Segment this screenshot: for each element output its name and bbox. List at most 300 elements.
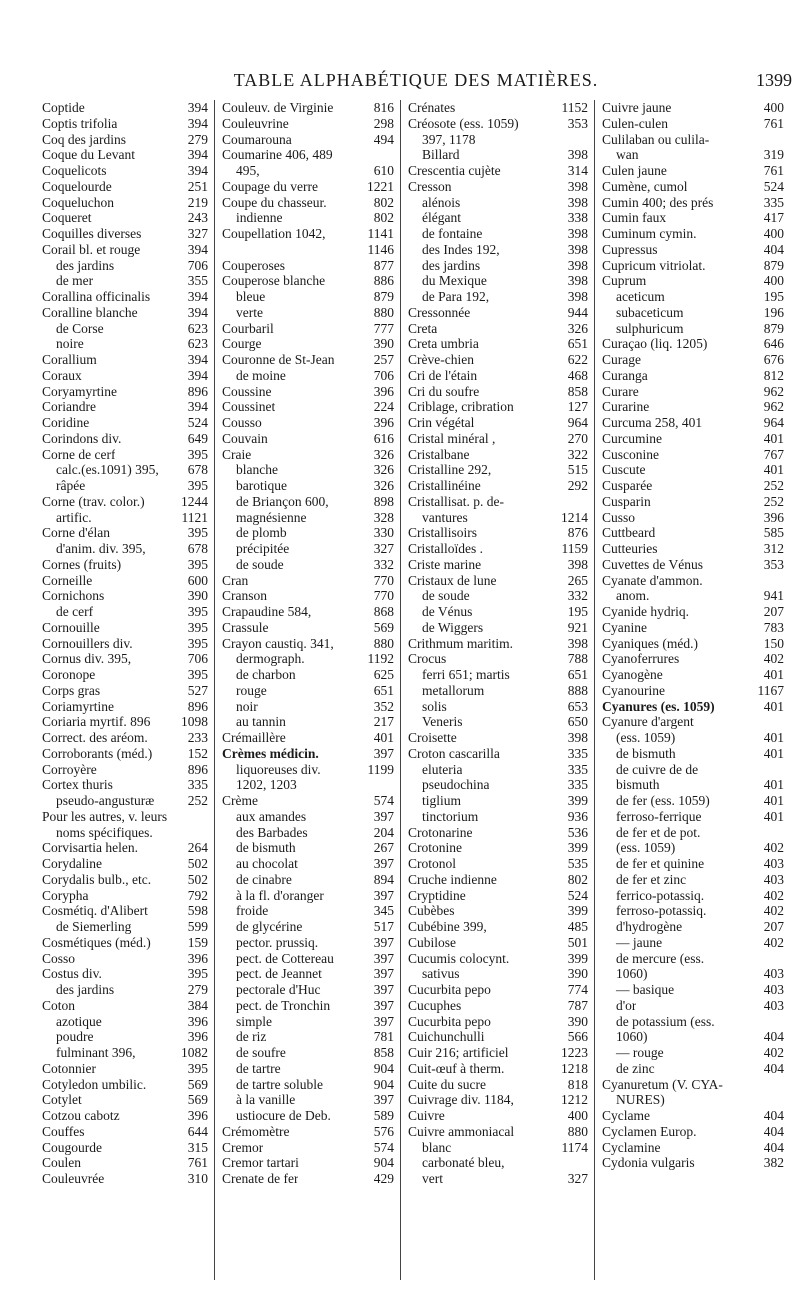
entry-page-ref: 788 bbox=[567, 651, 588, 667]
entry-term: Couleuvrine bbox=[222, 115, 289, 131]
index-entry bbox=[42, 242, 214, 258]
index-entry bbox=[42, 809, 214, 825]
index-entry bbox=[42, 352, 214, 368]
entry-page-ref: 207 bbox=[763, 604, 784, 619]
entry-term: Curcumine bbox=[602, 430, 662, 446]
entry-term: Coralline blanche bbox=[42, 304, 138, 320]
entry-page-ref: 196 bbox=[763, 304, 784, 320]
entry-term: Croton cascarilla bbox=[408, 745, 500, 761]
index-entry bbox=[408, 825, 594, 841]
index-entry bbox=[222, 289, 400, 305]
entry-page-ref: 353 bbox=[763, 556, 784, 572]
index-entry bbox=[42, 793, 214, 809]
index-entry bbox=[42, 998, 214, 1014]
entry-page-ref: 879 bbox=[763, 257, 784, 273]
entry-page-ref: 279 bbox=[187, 982, 208, 997]
index-entry bbox=[408, 557, 594, 573]
entry-page-ref: 868 bbox=[373, 604, 394, 619]
index-entry bbox=[602, 998, 790, 1014]
entry-page-ref: 398 bbox=[567, 556, 588, 572]
entry-term: Cornus div. 395, bbox=[42, 651, 132, 667]
entry-page-ref: 397 bbox=[373, 982, 394, 997]
index-entry bbox=[602, 541, 790, 557]
entry-term: Veneris bbox=[422, 714, 463, 730]
entry-term: Cucurbita pepo bbox=[408, 1013, 491, 1029]
entry-page-ref: 312 bbox=[763, 541, 784, 556]
entry-term: Coquelourde bbox=[42, 178, 112, 194]
entry-term: wan bbox=[616, 147, 639, 163]
index-entry bbox=[42, 919, 214, 935]
entry-page-ref: 622 bbox=[567, 352, 588, 367]
index-entry bbox=[42, 699, 214, 715]
index-entry bbox=[602, 651, 790, 667]
index-entry bbox=[222, 368, 400, 384]
entry-page-ref: 767 bbox=[763, 446, 784, 462]
entry-term: Corydalis bulb., etc. bbox=[42, 871, 152, 887]
entry-term: pectorale d'Huc bbox=[236, 982, 321, 997]
index-entry bbox=[222, 195, 400, 211]
entry-page-ref: 1082 bbox=[181, 1045, 208, 1060]
entry-page-ref: 395 bbox=[187, 478, 208, 493]
index-entry bbox=[408, 699, 594, 715]
index-entry bbox=[222, 321, 400, 337]
entry-term: de Wiggers bbox=[422, 619, 484, 635]
entry-page-ref: 394 bbox=[187, 241, 208, 257]
entry-term: pect. de Jeannet bbox=[236, 966, 322, 982]
entry-page-ref: 403 bbox=[763, 856, 784, 871]
entry-term: Cristal minéral , bbox=[408, 430, 496, 446]
entry-page-ref: 792 bbox=[187, 887, 208, 903]
index-entry bbox=[222, 100, 400, 116]
entry-term: Coumarouna bbox=[222, 131, 292, 147]
index-entry bbox=[408, 746, 594, 762]
entry-term: barotique bbox=[236, 478, 287, 493]
entry-term: metallorum bbox=[422, 682, 485, 698]
entry-page-ref: 1192 bbox=[367, 651, 394, 667]
entry-term: Coridine bbox=[42, 415, 90, 430]
index-entry bbox=[222, 1171, 400, 1187]
index-entry bbox=[602, 982, 790, 998]
entry-page-ref: 515 bbox=[567, 462, 588, 478]
entry-page-ref: 403 bbox=[763, 997, 784, 1013]
entry-term: bleue bbox=[236, 289, 266, 304]
entry-term: Coraux bbox=[42, 367, 82, 383]
entry-page-ref: 678 bbox=[187, 541, 208, 556]
index-entry bbox=[42, 494, 214, 510]
index-entry bbox=[602, 132, 790, 148]
entry-page-ref: 600 bbox=[187, 572, 208, 588]
index-entry bbox=[42, 1124, 214, 1140]
index-entry bbox=[602, 368, 790, 384]
entry-page-ref: 397 bbox=[373, 950, 394, 966]
index-entry bbox=[222, 966, 400, 982]
entry-term: d'hydrogène bbox=[616, 919, 683, 934]
index-entry bbox=[222, 525, 400, 541]
entry-term: blanche bbox=[236, 462, 278, 478]
entry-page-ref: 219 bbox=[187, 194, 208, 210]
entry-term: 397, 1178 bbox=[422, 131, 476, 147]
entry-page-ref: 896 bbox=[187, 698, 208, 714]
entry-term: Cristaux de lune bbox=[408, 572, 497, 588]
entry-page-ref: 818 bbox=[567, 1076, 588, 1092]
entry-term: Correct. des aréom. bbox=[42, 730, 148, 745]
entry-term: — basique bbox=[616, 982, 675, 997]
index-entry bbox=[222, 1014, 400, 1030]
index-entry bbox=[408, 1140, 594, 1156]
entry-term: Cyanine bbox=[602, 619, 647, 635]
entry-term: Cyanide hydriq. bbox=[602, 604, 689, 619]
index-entry bbox=[222, 163, 400, 179]
entry-term: Cryptidine bbox=[408, 887, 466, 903]
index-entry bbox=[408, 226, 594, 242]
entry-page-ref: 403 bbox=[763, 871, 784, 887]
entry-page-ref: 397 bbox=[373, 856, 394, 871]
index-column-1 bbox=[42, 100, 215, 1280]
index-entry bbox=[222, 620, 400, 636]
entry-page-ref: 394 bbox=[187, 304, 208, 320]
index-entry bbox=[602, 179, 790, 195]
index-entry bbox=[408, 588, 594, 604]
entry-page-ref: 233 bbox=[187, 730, 208, 745]
index-entry bbox=[408, 163, 594, 179]
entry-page-ref: 399 bbox=[567, 950, 588, 966]
index-entry bbox=[222, 305, 400, 321]
index-entry bbox=[222, 1077, 400, 1093]
entry-term: Crayon caustiq. 341, bbox=[222, 635, 334, 651]
entry-page-ref: 761 bbox=[763, 115, 784, 131]
entry-term: fulminant 396, bbox=[56, 1045, 136, 1060]
entry-term: Cri de l'étain bbox=[408, 367, 478, 383]
index-entry bbox=[222, 1140, 400, 1156]
entry-page-ref: 335 bbox=[763, 194, 784, 210]
index-entry bbox=[42, 714, 214, 730]
entry-term: Cuttbeard bbox=[602, 525, 656, 541]
index-column-3 bbox=[408, 100, 595, 1280]
index-entry bbox=[602, 525, 790, 541]
index-entry bbox=[602, 903, 790, 919]
entry-page-ref: 195 bbox=[567, 604, 588, 619]
entry-term: azotique bbox=[56, 1013, 102, 1029]
entry-term: Corne (trav. color.) bbox=[42, 493, 145, 509]
entry-page-ref: 335 bbox=[567, 761, 588, 777]
index-entry bbox=[42, 147, 214, 163]
entry-term: Cyanoferrures bbox=[602, 651, 680, 667]
entry-term: Cuminum cymin. bbox=[602, 226, 697, 241]
entry-page-ref: 783 bbox=[763, 619, 784, 635]
entry-term: Crève-chien bbox=[408, 352, 474, 367]
entry-page-ref: 404 bbox=[763, 1060, 784, 1076]
index-entry bbox=[408, 888, 594, 904]
index-entry bbox=[602, 856, 790, 872]
entry-term: Cutteuries bbox=[602, 541, 658, 556]
index-entry bbox=[42, 462, 214, 478]
entry-page-ref: 270 bbox=[567, 430, 588, 446]
entry-page-ref: 904 bbox=[373, 1076, 394, 1092]
index-entry bbox=[42, 226, 214, 242]
entry-term: tiglium bbox=[422, 793, 462, 808]
entry-page-ref: 651 bbox=[567, 667, 588, 682]
entry-term: précipitée bbox=[236, 541, 290, 556]
index-entry bbox=[602, 510, 790, 526]
entry-page-ref: 298 bbox=[373, 115, 394, 131]
entry-page-ref: 345 bbox=[373, 903, 394, 919]
entry-term: froide bbox=[236, 903, 269, 919]
entry-term: Cosmétiques (méd.) bbox=[42, 934, 151, 950]
entry-term: Craie bbox=[222, 446, 252, 462]
entry-page-ref: 355 bbox=[187, 273, 208, 289]
entry-page-ref: 319 bbox=[763, 147, 784, 163]
entry-page-ref: 401 bbox=[763, 667, 784, 682]
entry-page-ref: 397 bbox=[373, 745, 394, 761]
entry-term: Cucurbita pepo bbox=[408, 982, 491, 997]
index-entry bbox=[408, 903, 594, 919]
index-entry bbox=[408, 100, 594, 116]
entry-term: Coptis trifolia bbox=[42, 115, 118, 131]
index-entry bbox=[602, 273, 790, 289]
index-entry bbox=[42, 336, 214, 352]
index-entry bbox=[42, 730, 214, 746]
entry-term: Corindons div. bbox=[42, 430, 122, 446]
index-entry bbox=[222, 793, 400, 809]
index-entry bbox=[42, 1061, 214, 1077]
index-entry bbox=[222, 132, 400, 148]
index-entry bbox=[602, 919, 790, 935]
entry-term: Coupe du chasseur. bbox=[222, 194, 327, 210]
entry-term: Criblage, cribration bbox=[408, 399, 514, 415]
entry-page-ref: 252 bbox=[187, 793, 208, 808]
index-entry bbox=[408, 258, 594, 274]
entry-page-ref: 402 bbox=[763, 903, 784, 919]
index-entry bbox=[602, 431, 790, 447]
index-entry bbox=[408, 951, 594, 967]
entry-term: Cortex thuris bbox=[42, 777, 113, 793]
entry-page-ref: 326 bbox=[373, 462, 394, 478]
index-entry bbox=[602, 1029, 790, 1045]
entry-page-ref: 330 bbox=[373, 525, 394, 541]
entry-term: Coqueret bbox=[42, 210, 92, 226]
entry-page-ref: 404 bbox=[763, 1029, 784, 1045]
index-entry bbox=[222, 415, 400, 431]
index-entry bbox=[42, 415, 214, 431]
entry-term: Cristalloïdes . bbox=[408, 541, 483, 556]
entry-page-ref: 501 bbox=[567, 934, 588, 950]
index-entry bbox=[42, 557, 214, 573]
entry-term: sulphuricum bbox=[616, 320, 684, 336]
index-entry bbox=[408, 604, 594, 620]
index-entry bbox=[222, 258, 400, 274]
index-entry bbox=[222, 951, 400, 967]
entry-page-ref: 858 bbox=[567, 383, 588, 399]
entry-page-ref: 527 bbox=[187, 682, 208, 698]
index-entry bbox=[408, 762, 594, 778]
entry-page-ref: 390 bbox=[567, 966, 588, 982]
entry-term: 1202, 1203 bbox=[236, 777, 297, 793]
entry-page-ref: 1121 bbox=[181, 509, 208, 525]
entry-term: de bismuth bbox=[236, 840, 296, 856]
entry-page-ref: 394 bbox=[187, 147, 208, 163]
index-entry bbox=[602, 840, 790, 856]
entry-term: eluteria bbox=[422, 761, 463, 777]
entry-term: (ess. 1059) bbox=[616, 730, 676, 745]
entry-page-ref: 770 bbox=[373, 588, 394, 604]
index-entry bbox=[222, 888, 400, 904]
index-entry bbox=[42, 1140, 214, 1156]
entry-term: Cornichons bbox=[42, 588, 105, 604]
entry-term: pseudo-angusturæ bbox=[56, 793, 155, 808]
index-entry bbox=[602, 1045, 790, 1061]
entry-term: Couleuvrée bbox=[42, 1171, 105, 1186]
entry-term: poudre bbox=[56, 1029, 94, 1045]
entry-term: Pour les autres, v. leurs bbox=[42, 808, 168, 824]
entry-term: Cubébine 399, bbox=[408, 919, 487, 934]
index-entry bbox=[42, 368, 214, 384]
index-entry bbox=[42, 1029, 214, 1045]
entry-page-ref: 589 bbox=[373, 1108, 394, 1123]
index-entry bbox=[408, 336, 594, 352]
index-entry bbox=[602, 793, 790, 809]
entry-term: de fer et quinine bbox=[616, 856, 705, 871]
entry-page-ref: 576 bbox=[373, 1123, 394, 1139]
entry-page-ref: 569 bbox=[187, 1092, 208, 1108]
index-column-4 bbox=[602, 100, 790, 1280]
entry-term: Curage bbox=[602, 352, 641, 367]
index-entry bbox=[408, 872, 594, 888]
index-entry bbox=[602, 809, 790, 825]
index-entry bbox=[602, 1092, 790, 1108]
entry-page-ref: 879 bbox=[763, 320, 784, 336]
entry-page-ref: 398 bbox=[567, 241, 588, 257]
entry-page-ref: 251 bbox=[187, 178, 208, 194]
index-entry bbox=[602, 588, 790, 604]
entry-term: ferrico-potassiq. bbox=[616, 887, 705, 903]
entry-page-ref: 599 bbox=[187, 919, 208, 934]
entry-term: Cuit-œuf à therm. bbox=[408, 1060, 505, 1076]
entry-page-ref: 896 bbox=[187, 761, 208, 777]
entry-term: Cosmétiq. d'Alibert bbox=[42, 903, 148, 919]
index-entry bbox=[42, 258, 214, 274]
entry-term: Creta umbria bbox=[408, 336, 479, 352]
entry-page-ref: 777 bbox=[373, 320, 394, 336]
entry-page-ref: 292 bbox=[567, 478, 588, 493]
entry-term: Cristallisoirs bbox=[408, 525, 478, 541]
entry-page-ref: 964 bbox=[763, 415, 784, 430]
entry-page-ref: 417 bbox=[763, 210, 784, 226]
index-entry bbox=[42, 384, 214, 400]
index-entry bbox=[602, 667, 790, 683]
entry-term: Crithmum maritim. bbox=[408, 635, 513, 651]
entry-term: de fer et de pot. bbox=[616, 824, 701, 840]
index-entry bbox=[222, 667, 400, 683]
entry-term: Corne d'élan bbox=[42, 525, 111, 541]
index-entry bbox=[408, 116, 594, 132]
entry-term: Cuivre ammoniacal bbox=[408, 1123, 515, 1139]
entry-term: Cremor bbox=[222, 1139, 264, 1155]
index-entry bbox=[42, 573, 214, 589]
entry-page-ref: 623 bbox=[187, 336, 208, 352]
index-entry bbox=[222, 998, 400, 1014]
entry-term: Crémaillère bbox=[222, 730, 286, 745]
entry-page-ref: 395 bbox=[187, 966, 208, 982]
entry-term: Cucumis colocynt. bbox=[408, 950, 510, 966]
index-entry bbox=[408, 935, 594, 951]
page-title: TABLE ALPHABÉTIQUE DES MATIÈRES. bbox=[233, 70, 599, 90]
entry-page-ref: 616 bbox=[373, 430, 394, 446]
entry-page-ref: 706 bbox=[373, 367, 394, 383]
entry-page-ref: 398 bbox=[567, 289, 588, 304]
entry-page-ref: 382 bbox=[763, 1155, 784, 1171]
index-entry bbox=[408, 447, 594, 463]
entry-page-ref: 569 bbox=[187, 1076, 208, 1092]
entry-term: Coqueluchon bbox=[42, 194, 114, 210]
entry-page-ref: 650 bbox=[567, 714, 588, 730]
entry-term: Couperose blanche bbox=[222, 273, 326, 289]
index-entry bbox=[602, 777, 790, 793]
index-entry bbox=[602, 195, 790, 211]
entry-page-ref: 536 bbox=[567, 824, 588, 840]
index-entry bbox=[602, 951, 790, 967]
entry-term: Coriamyrtine bbox=[42, 698, 114, 714]
index-entry bbox=[602, 478, 790, 494]
entry-page-ref: 904 bbox=[373, 1060, 394, 1076]
index-entry bbox=[222, 746, 400, 762]
entry-term: Crémomètre bbox=[222, 1123, 290, 1139]
entry-page-ref: 224 bbox=[373, 399, 394, 415]
entry-term: — rouge bbox=[616, 1045, 664, 1060]
entry-page-ref: 390 bbox=[187, 588, 208, 604]
index-entry bbox=[602, 226, 790, 242]
index-entry bbox=[42, 116, 214, 132]
entry-term: de Vénus bbox=[422, 604, 473, 619]
entry-term: noire bbox=[56, 336, 84, 352]
index-entry bbox=[602, 494, 790, 510]
entry-page-ref: 326 bbox=[567, 320, 588, 336]
entry-term: Cubilose bbox=[408, 934, 457, 950]
entry-term: Cuprum bbox=[602, 273, 647, 289]
entry-page-ref: 398 bbox=[567, 226, 588, 241]
entry-term: de soude bbox=[236, 556, 284, 572]
entry-page-ref: 770 bbox=[373, 572, 394, 588]
entry-term: 1060) bbox=[616, 966, 648, 982]
index-entry bbox=[602, 573, 790, 589]
entry-term: Costus div. bbox=[42, 966, 102, 982]
entry-term: 495, bbox=[236, 163, 260, 178]
index-entry bbox=[602, 1108, 790, 1124]
entry-page-ref: 397 bbox=[373, 1013, 394, 1029]
entry-term: de riz bbox=[236, 1029, 267, 1045]
entry-page-ref: 267 bbox=[373, 840, 394, 856]
entry-page-ref: 1146 bbox=[367, 241, 394, 257]
entry-term: Cydonia vulgaris bbox=[602, 1155, 695, 1171]
index-entry bbox=[42, 431, 214, 447]
entry-term: d'anim. div. 395, bbox=[56, 541, 146, 556]
index-entry bbox=[42, 179, 214, 195]
entry-page-ref: 1214 bbox=[561, 509, 588, 525]
index-entry bbox=[42, 588, 214, 604]
index-entry bbox=[42, 289, 214, 305]
index-entry bbox=[408, 399, 594, 415]
entry-term: Corne de cerf bbox=[42, 446, 116, 462]
entry-term: Cuscute bbox=[602, 462, 646, 478]
entry-term: des jardins bbox=[56, 257, 115, 273]
entry-page-ref: 403 bbox=[763, 982, 784, 997]
entry-page-ref: 335 bbox=[187, 777, 208, 793]
entry-term: Cyanure d'argent bbox=[602, 714, 694, 730]
index-entry bbox=[408, 730, 594, 746]
entry-page-ref: 598 bbox=[187, 903, 208, 919]
entry-term: Couvain bbox=[222, 430, 268, 446]
index-entry bbox=[408, 415, 594, 431]
index-entry bbox=[602, 762, 790, 778]
